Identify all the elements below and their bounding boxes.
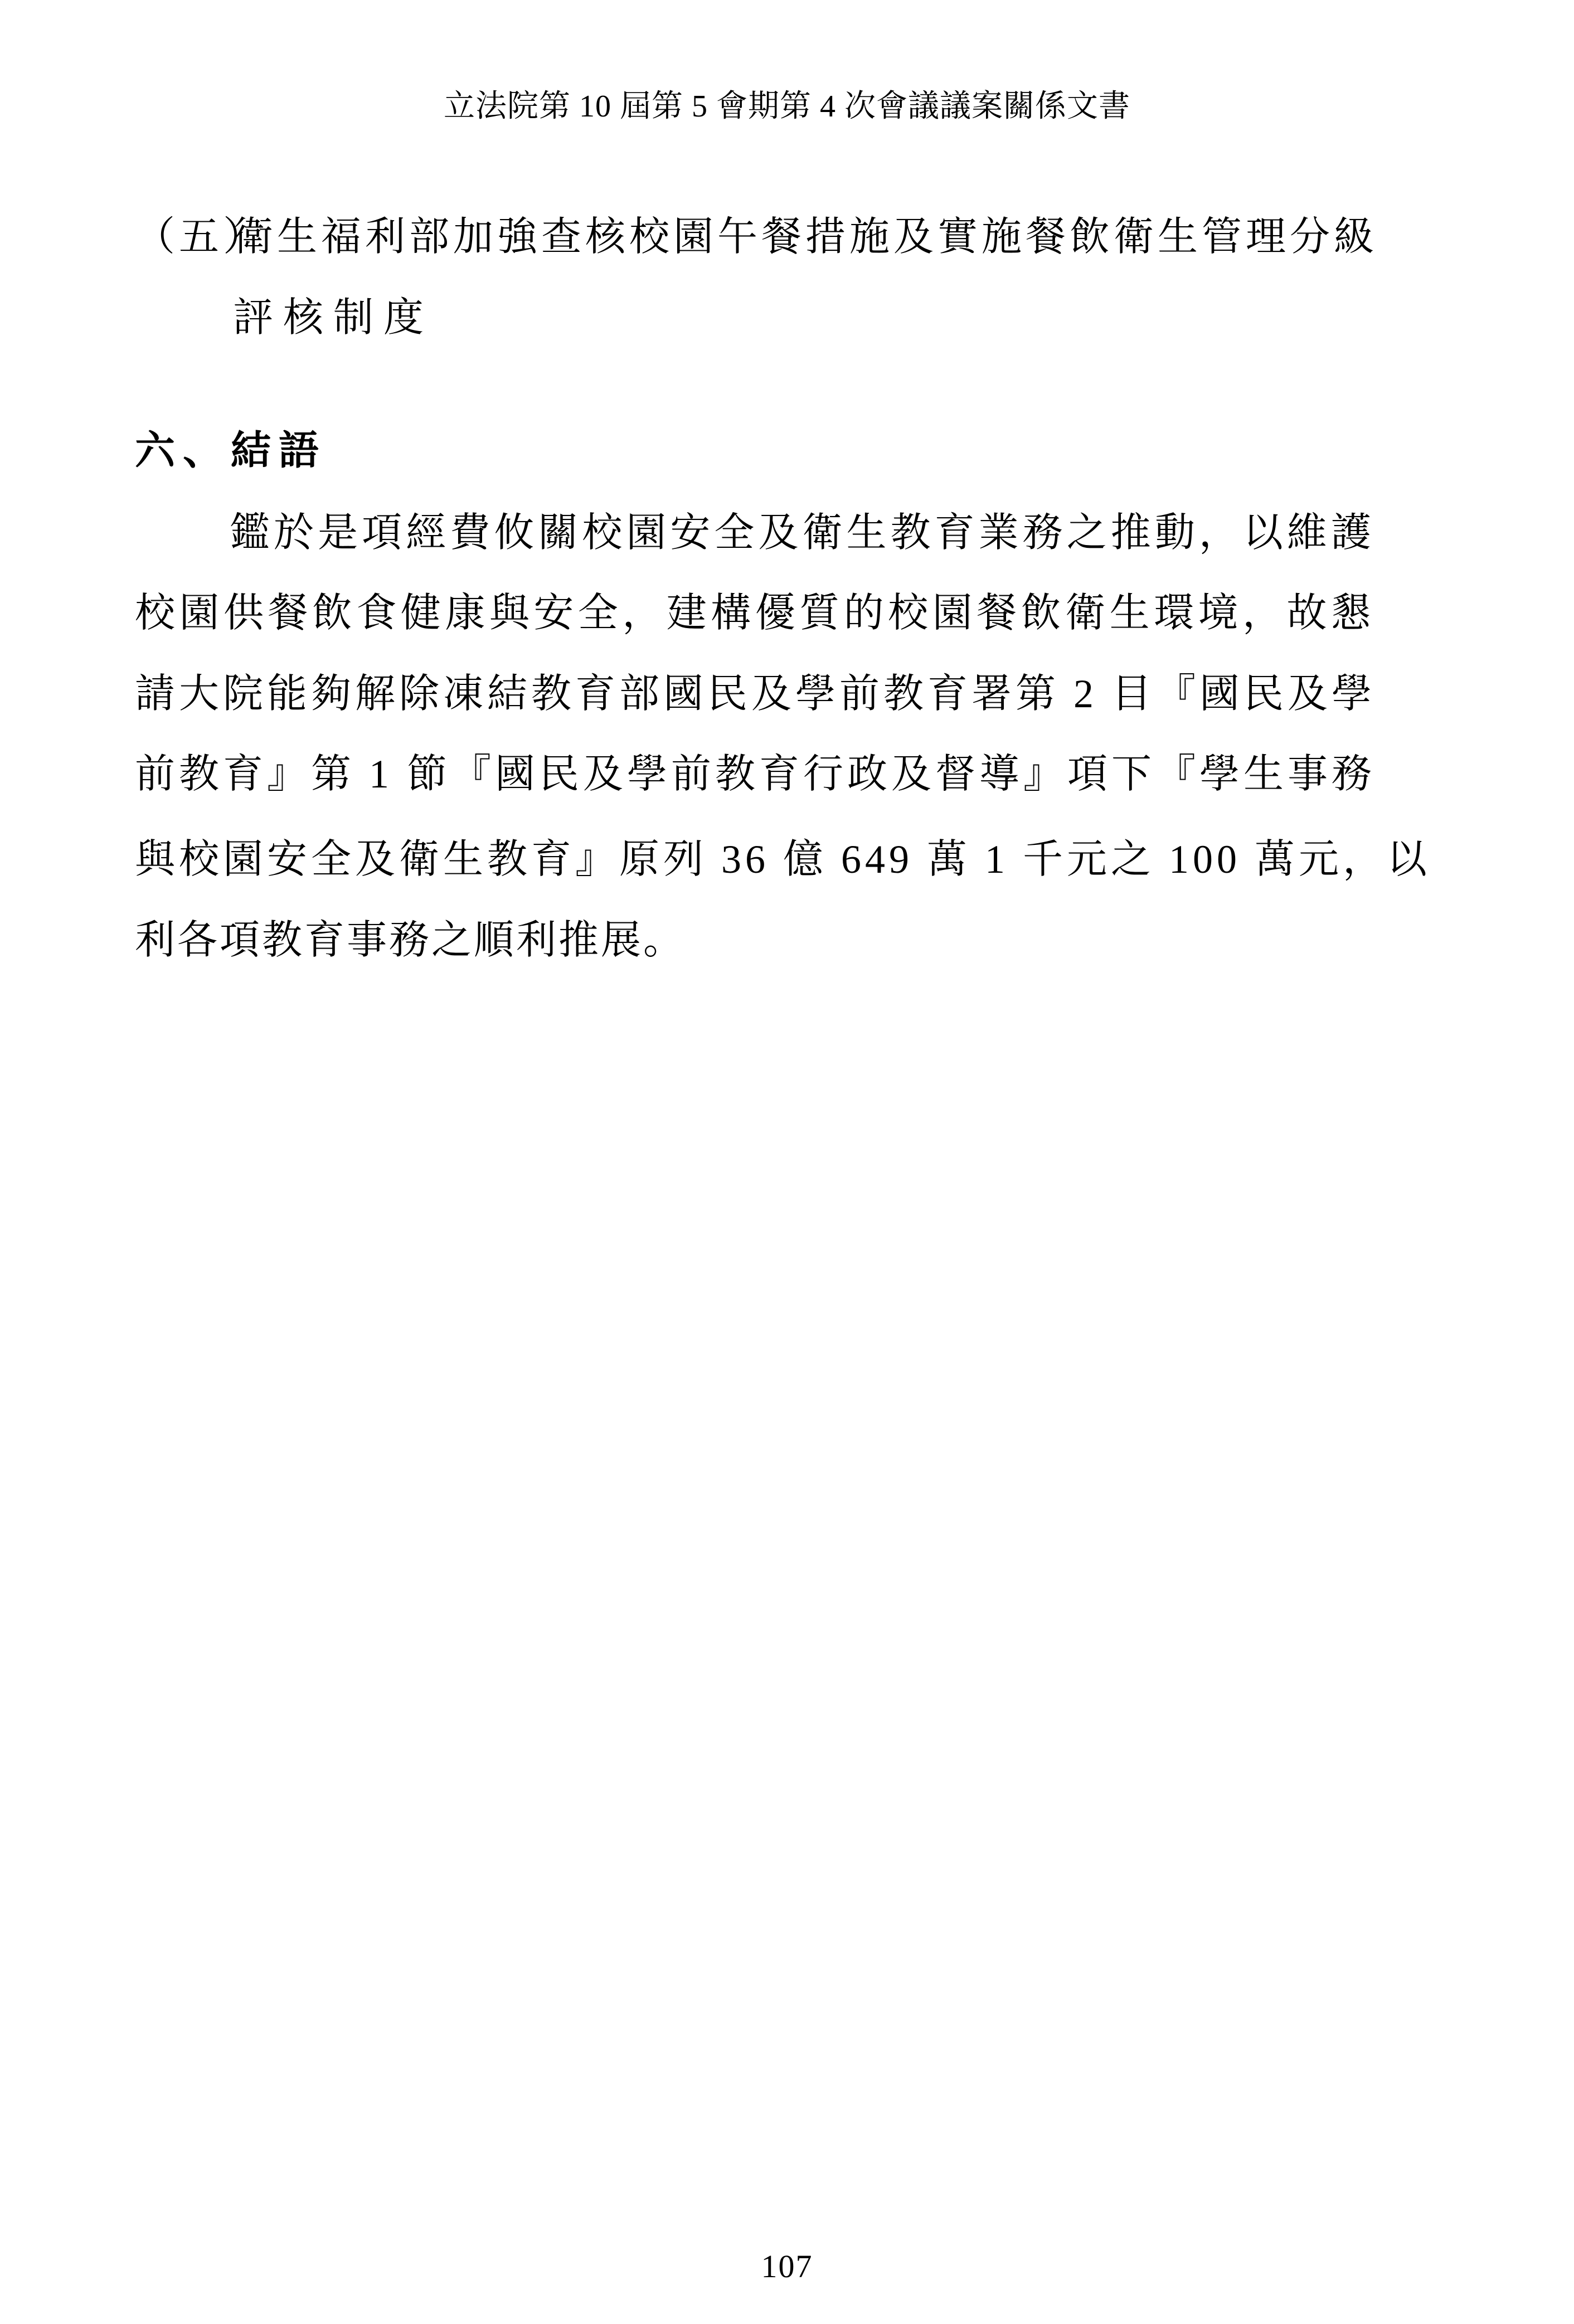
page-header: 立法院第 10 屆第 5 會期第 4 次會議議案關係文書 xyxy=(444,89,1130,124)
conclusion-paragraph-line-1: 鑑於是項經費攸關校園安全及衛生教育業務之推動，以維護 xyxy=(230,510,1375,555)
conclusion-paragraph-line-6: 利各項教育事務之順利推展。 xyxy=(135,918,686,962)
conclusion-paragraph-line-3: 請大院能夠解除凍結教育部國民及學前教育署第 2 目『國民及學 xyxy=(135,672,1376,716)
item-five-line-2: 評核制度 xyxy=(233,295,434,340)
conclusion-paragraph-line-5: 與校園安全及衛生教育』原列 36 億 649 萬 1 千元之 100 萬元，以 xyxy=(135,837,1431,882)
section-six-heading: 六、結語 xyxy=(135,429,327,473)
item-five-line-1: 衛生福利部加強查核校園午餐措施及實施餐飲衛生管理分級 xyxy=(233,215,1378,259)
conclusion-paragraph-line-4: 前教育』第 1 節『國民及學前教育行政及督導』項下『學生事務 xyxy=(135,752,1376,796)
page-number: 107 xyxy=(761,2248,813,2284)
item-five-label: （五） xyxy=(135,215,268,259)
conclusion-paragraph-line-2: 校園供餐飲食健康與安全，建構優質的校園餐飲衛生環境，故懇 xyxy=(135,591,1375,635)
